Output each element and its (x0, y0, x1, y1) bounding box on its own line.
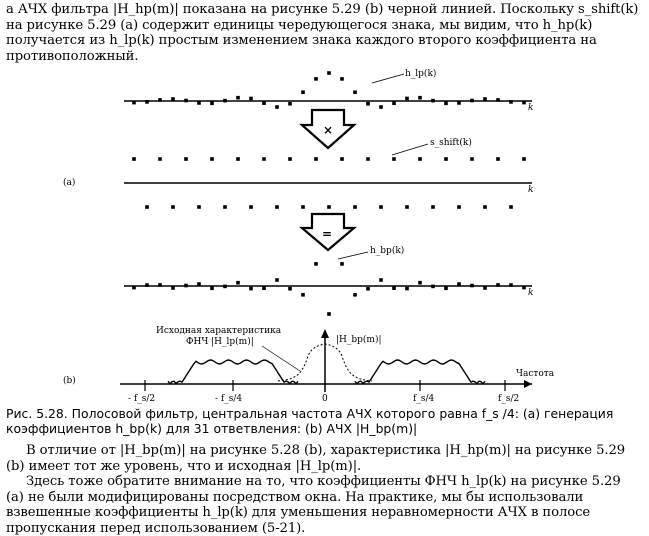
hbp-sample (522, 286, 526, 290)
sshift-sample (171, 205, 175, 209)
hbp-sample (340, 262, 344, 266)
sshift-sample (431, 205, 435, 209)
hbp-sample (327, 312, 331, 316)
freq-axis-arrow-icon (524, 380, 532, 388)
hlp-pointer (372, 74, 404, 83)
sshift-label: s_shift(k) (430, 138, 472, 148)
k-label-3: k (528, 288, 534, 298)
hlp-sample (483, 97, 487, 101)
hlp-sample (405, 97, 409, 101)
hbp-sample (366, 287, 370, 291)
hlp-sample (236, 96, 240, 100)
multiply-symbol: × (323, 123, 334, 137)
sshift-sample (418, 157, 422, 161)
equals-symbol: = (322, 227, 333, 241)
hlp-sample (327, 71, 331, 75)
sshift-sample (392, 157, 396, 161)
sshift-sample (522, 157, 526, 161)
sshift-sample (158, 157, 162, 161)
hbp-sample (379, 278, 383, 282)
tick-label-fs4: f_s/4 (413, 394, 435, 404)
lowpass-annotation-1: Исходная характеристика (156, 326, 282, 336)
sshift-sample (275, 205, 279, 209)
sshift-sample (483, 205, 487, 209)
hlp-sample (379, 105, 383, 109)
text-bottom-1: В отличие от |H_bp(m)| на рисунке 5.28 (b), характеристика |H_hp(m)| на рисунке 5.29 (b) имеет тот же уровень, что и исходная |H_lp(m)|. (6, 443, 626, 474)
text-bottom-2: Здесь тоже обратите внимание на то, что коэффициенты ФНЧ h_lp(k) на рисунке 5.29 (а) не были модифицированы посредством окна. На практике, мы бы использовали взвешенные коэффициенты h_lp(k) для уменьшения неравномерности АЧХ в полосе пропускания перед использованием (5-21). (6, 474, 621, 536)
center-arrow-icon (321, 329, 329, 338)
hbp-sample (418, 281, 422, 285)
hlp-sample (509, 100, 513, 104)
hlp-sample (496, 98, 500, 102)
sshift-sample (145, 205, 149, 209)
sshift-sample (366, 157, 370, 161)
sshift-sample (379, 205, 383, 209)
hbp-sample (314, 262, 318, 266)
hlp-sample (353, 90, 357, 94)
hlp-sample (301, 90, 305, 94)
hlp-sample (366, 102, 370, 106)
hbp-sample (275, 278, 279, 282)
hbp-samples (132, 262, 526, 316)
sshift-sample (509, 205, 513, 209)
hbp-sample (457, 282, 461, 286)
sshift-sample (444, 157, 448, 161)
hlp-sample (210, 102, 214, 106)
sshift-pointer (392, 144, 428, 155)
figure-caption (6, 406, 642, 436)
sshift-sample (210, 157, 214, 161)
hlp-sample (197, 101, 201, 105)
hbp-sample (132, 286, 136, 290)
sshift-sample (457, 205, 461, 209)
hbp-sample (301, 293, 305, 297)
hlp-sample (418, 96, 422, 100)
hbp-sample (236, 281, 240, 285)
hlp-sample (262, 101, 266, 105)
paragraph-bottom (6, 443, 642, 536)
sshift-sample (249, 205, 253, 209)
hbp-sample (470, 284, 474, 288)
hbp-sample (509, 283, 513, 287)
k-label-1: k (528, 103, 534, 113)
hbp-label: h_bp(k) (370, 246, 405, 256)
text-top: а АЧХ фильтра |H_hp(m)| показана на рисунке 5.29 (b) черной линией. Поскольку s_shift(k) на рисунке 5.29 (а) содержит единицы чередующегося знака, мы видим, что h_hp(k) получается из h_lp(k) простым изменением знака каждого второго коэффициента на противоположный. (6, 2, 639, 64)
sshift-sample (301, 205, 305, 209)
hlp-sample (184, 99, 188, 103)
hlp-sample (392, 101, 396, 105)
freq-axis-label: Частота (516, 369, 555, 379)
hlp-samples (132, 71, 526, 109)
hlp-sample (275, 105, 279, 109)
tick-label-fs2: f_s/2 (498, 394, 520, 404)
lowpass-pointer (262, 346, 300, 371)
label-b: (b) (63, 376, 76, 386)
hbp-sample (483, 286, 487, 290)
hbp-sample (262, 286, 266, 290)
hlp-sample (470, 99, 474, 103)
sshift-sample (132, 157, 136, 161)
hbp-sample (171, 286, 175, 290)
sshift-sample (223, 205, 227, 209)
caption-text: Рис. 5.28. Полосовой фильтр, центральная частота АЧХ которого равна f_s /4: (а) генерация коэффициентов h_bp(k) для 31 ответвления: (b) АЧХ |H_bp(m)| (6, 406, 614, 436)
hbp-sample (392, 286, 396, 290)
hlp-sample (314, 77, 318, 81)
hlp-sample (145, 100, 149, 104)
hbp-sample (288, 287, 292, 291)
hbp-pointer (338, 252, 368, 259)
k-label-2: k (528, 185, 534, 195)
hbp-sample (444, 287, 448, 291)
hbp-sample (223, 285, 227, 289)
sshift-sample (340, 157, 344, 161)
sshift-sample (262, 157, 266, 161)
sshift-sample (353, 205, 357, 209)
hbp-response-label: |H_bp(m)| (336, 335, 382, 345)
hlp-sample (340, 77, 344, 81)
sshift-sample (470, 157, 474, 161)
sshift-sample (314, 157, 318, 161)
hbp-sample (197, 282, 201, 286)
hlp-sample (457, 101, 461, 105)
sshift-sample (236, 157, 240, 161)
hbp-sample (431, 285, 435, 289)
hlp-sample (132, 101, 136, 105)
hbp-sample (145, 283, 149, 287)
hbp-sample (158, 283, 162, 287)
hlp-sample (223, 99, 227, 103)
hlp-sample (288, 102, 292, 106)
hlp-sample (158, 98, 162, 102)
sshift-sample (327, 205, 331, 209)
sshift-sample (288, 157, 292, 161)
hbp-sample (496, 283, 500, 287)
sshift-sample (197, 205, 201, 209)
hlp-sample (522, 101, 526, 105)
hlp-sample (249, 97, 253, 101)
tick-label-neg-fs4: - f_s/4 (215, 394, 243, 404)
hbp-sample (184, 284, 188, 288)
tick-label-neg-fs2: - f_s/2 (128, 394, 156, 404)
hlp-sample (444, 102, 448, 106)
hbp-sample (353, 293, 357, 297)
tick-label-zero: 0 (322, 394, 328, 404)
hbp-sample (249, 287, 253, 291)
lowpass-annotation-2: ФНЧ |H_lp(m)| (186, 337, 254, 347)
hbp-sample (210, 287, 214, 291)
hlp-sample (431, 99, 435, 103)
sshift-sample (405, 205, 409, 209)
sshift-sample (184, 157, 188, 161)
hbp-sample (405, 287, 409, 291)
hlp-sample (171, 97, 175, 101)
hlp-label: h_lp(k) (405, 69, 437, 79)
label-a: (a) (63, 178, 76, 188)
sshift-sample (496, 157, 500, 161)
